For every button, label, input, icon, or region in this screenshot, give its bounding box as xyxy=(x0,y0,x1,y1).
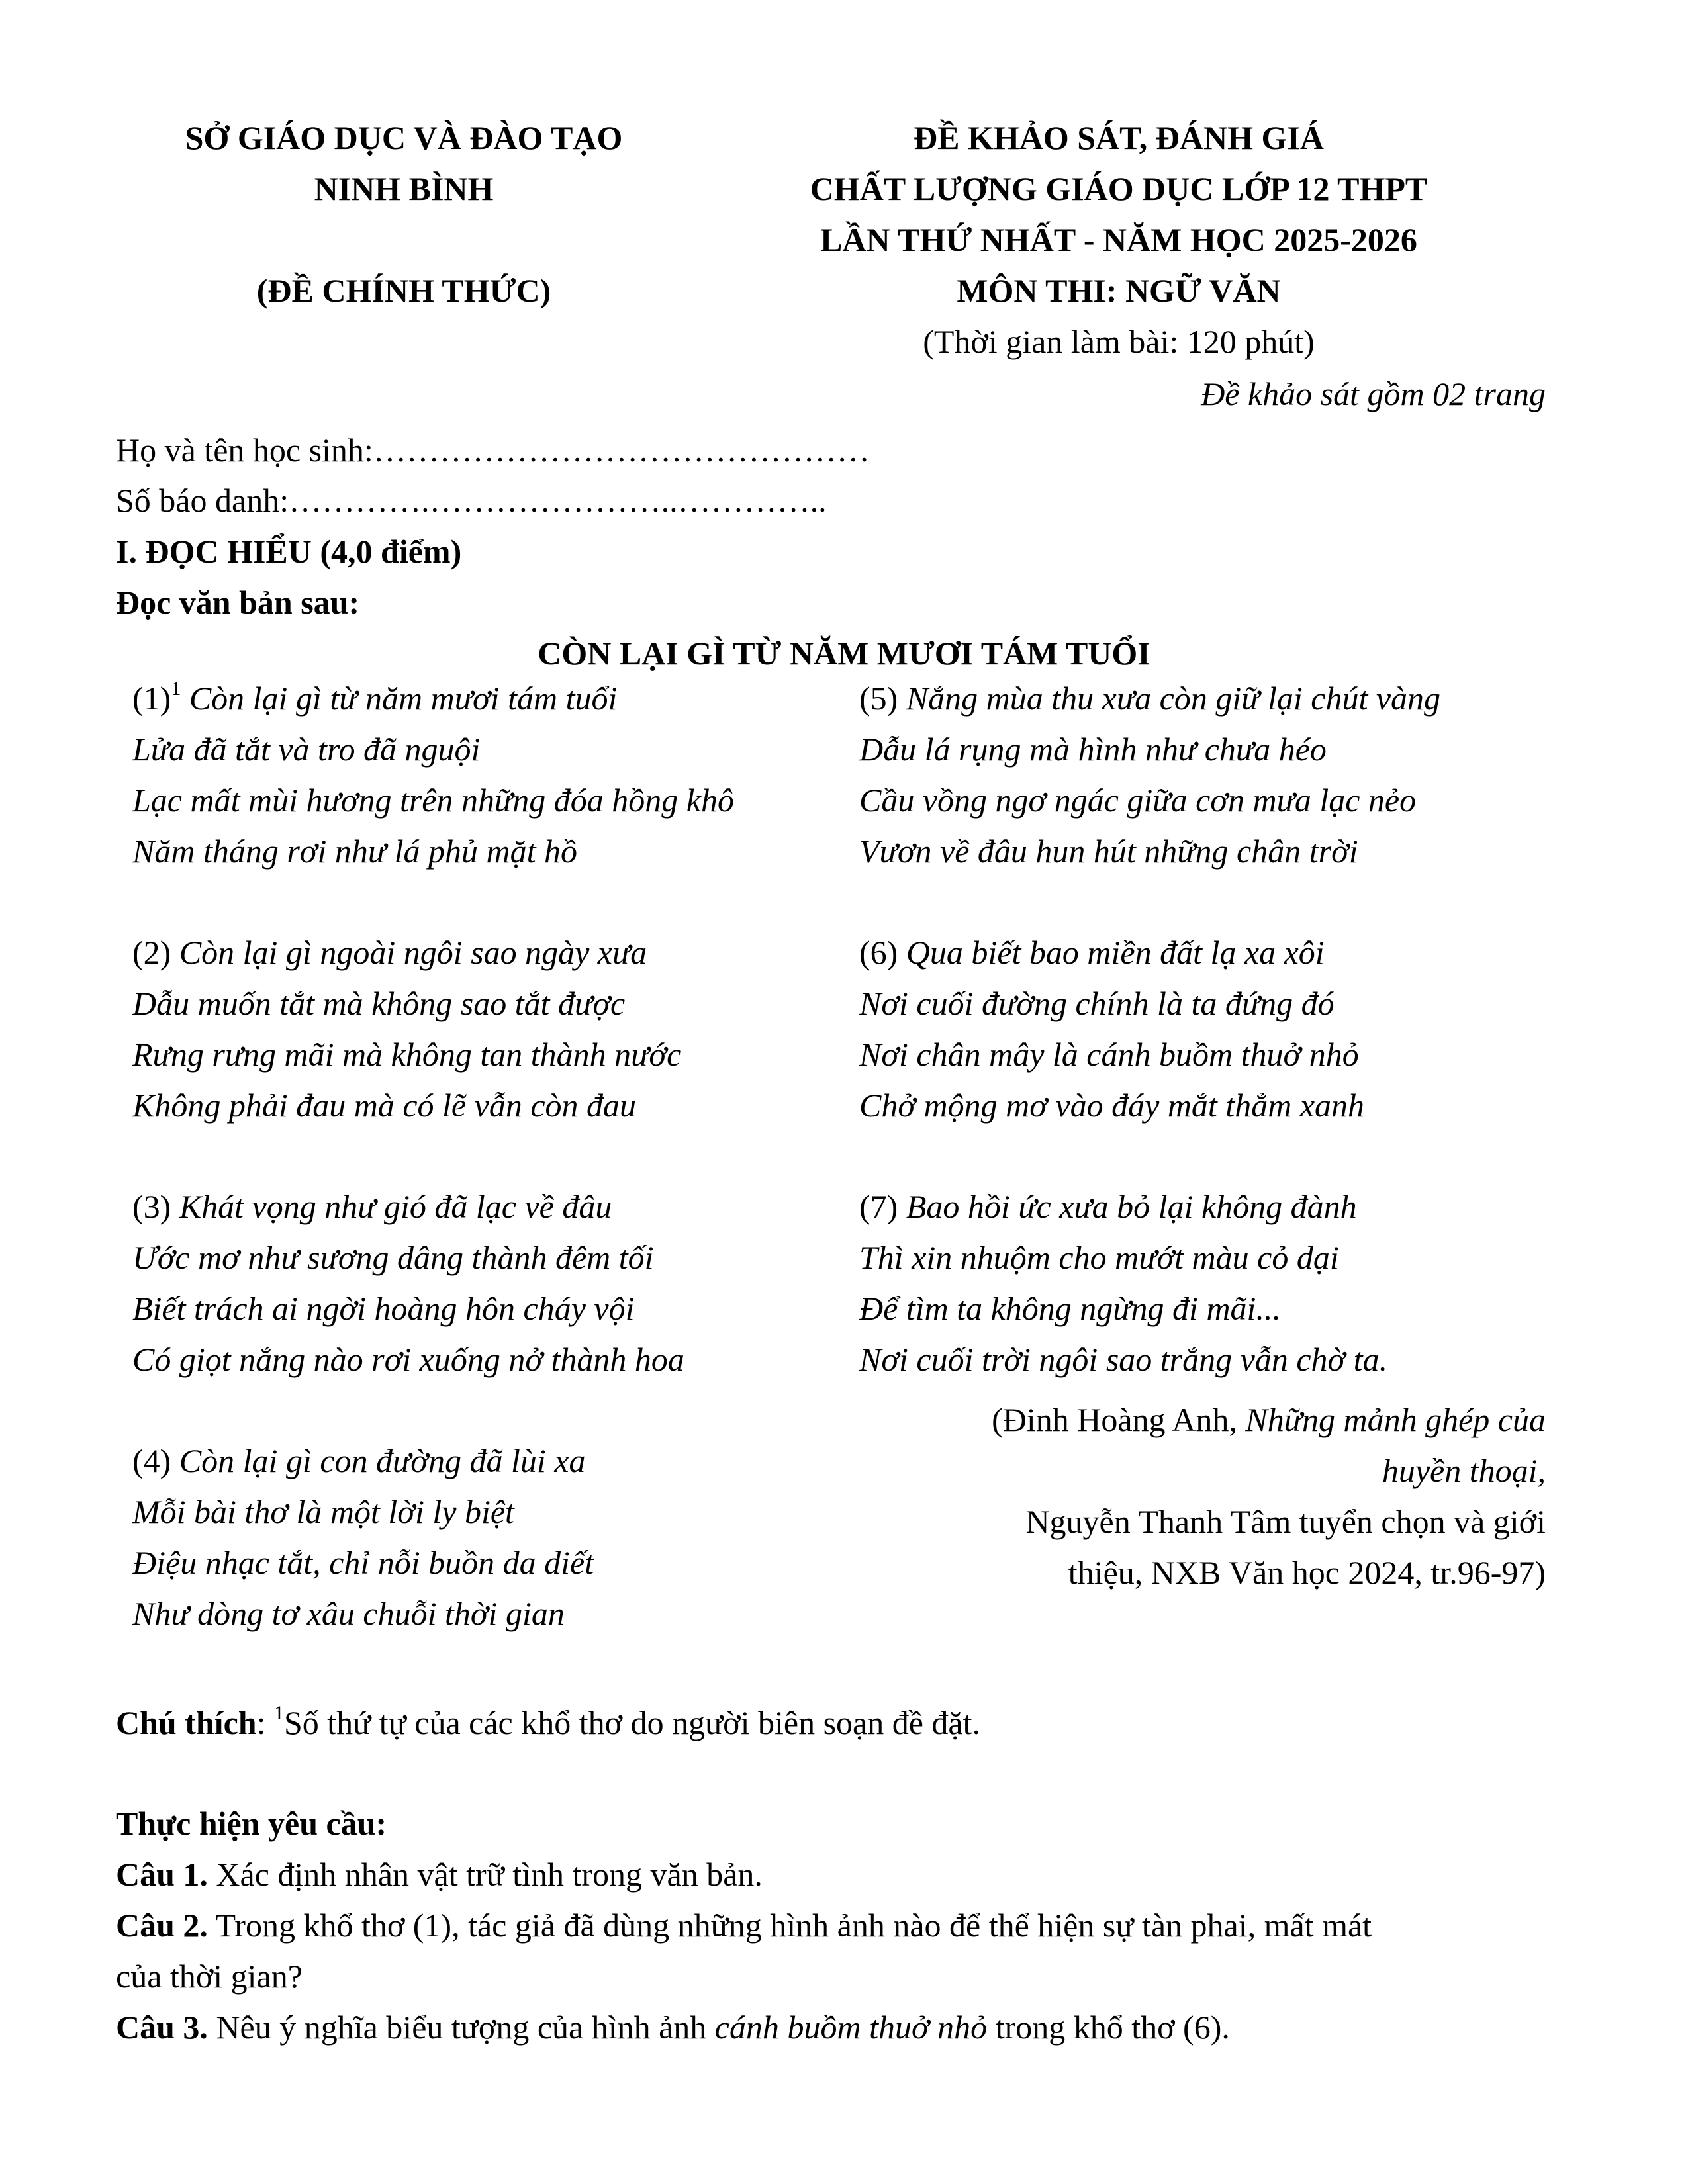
poem-line-text: Để tìm ta không ngừng đi mãi... xyxy=(859,1290,1281,1327)
question-2-label: Câu 2. xyxy=(116,1907,208,1944)
question-3-text: Nêu ý nghĩa biểu tượng của hình ảnh xyxy=(207,2009,715,2046)
poem-line xyxy=(132,733,480,766)
poem-line-text: Còn lại gì con đường đã lùi xa xyxy=(179,1442,586,1479)
poem-title: CÒN LẠI GÌ TỪ NĂM MƯƠI TÁM TUỔI xyxy=(538,635,1150,672)
poem-line-text: Vươn về đâu hun hút những chân trời xyxy=(859,833,1358,870)
poem-line-text: Còn lại gì từ năm mươi tám tuổi xyxy=(189,680,618,717)
question-1-label: Câu 1. xyxy=(116,1856,208,1893)
source-line2: huyền thoại, xyxy=(1382,1452,1546,1489)
subject-title: MÔN THI: NGỮ VĂN xyxy=(957,272,1281,309)
poem-line xyxy=(132,1495,514,1528)
poem-line-text: Qua biết bao miền đất lạ xa xôi xyxy=(906,934,1325,971)
poem-line xyxy=(859,1089,1364,1122)
stanza-number: (2) xyxy=(132,934,171,971)
poem-line xyxy=(859,1343,1387,1376)
page-count-note: Đề khảo sát gồm 02 trang xyxy=(1201,375,1546,412)
poem-line xyxy=(132,1597,565,1630)
poem-line-text: Nơi chân mây là cánh buồm thuở nhỏ xyxy=(859,1036,1359,1073)
poem-line xyxy=(132,1241,654,1274)
footnote-colon: : xyxy=(256,1704,274,1741)
poem-line xyxy=(859,1038,1359,1071)
poem-line xyxy=(132,1089,636,1122)
poem-line-text: Bao hồi ức xưa bỏ lại không đành xyxy=(906,1188,1357,1225)
poem-line-text: Cầu vồng ngơ ngác giữa cơn mưa lạc nẻo xyxy=(859,782,1417,819)
source-book-title: Những mảnh ghép của xyxy=(1245,1401,1546,1438)
footnote xyxy=(116,1702,981,1741)
question-1 xyxy=(116,1858,763,1891)
poem-line-text: Nơi cuối đường chính là ta đứng đó xyxy=(859,985,1335,1022)
poem-line-text: Không phải đau mà có lẽ vẫn còn đau xyxy=(132,1087,637,1124)
poem-line-text: Lạc mất mùi hương trên những đóa hồng khô xyxy=(132,782,734,819)
question-3-text-end: trong khổ thơ (6). xyxy=(987,2009,1230,2046)
poem-line xyxy=(132,1343,684,1376)
poem-line-text: Thì xin nhuộm cho mướt màu cỏ dại xyxy=(859,1239,1339,1276)
poem-line xyxy=(132,678,618,717)
exam-title-line1: ĐỀ KHẢO SÁT, ĐÁNH GIÁ xyxy=(914,119,1324,156)
footnote-label: Chú thích xyxy=(116,1704,257,1741)
question-2-continued: của thời gian? xyxy=(116,1958,303,1995)
section-heading: I. ĐỌC HIỂU (4,0 điểm) xyxy=(116,533,462,570)
exam-duration: (Thời gian làm bài: 120 phút) xyxy=(923,323,1315,360)
stanza-number: (4) xyxy=(132,1442,171,1479)
poem-line-text: Dẫu lá rụng mà hình như chưa héo xyxy=(859,731,1327,768)
poem-line xyxy=(859,733,1327,766)
poem-line xyxy=(132,1190,612,1223)
poem-line-text: Điệu nhạc tắt, chỉ nỗi buồn da diết xyxy=(132,1544,594,1581)
footnote-reference: 1 xyxy=(171,678,181,700)
poem-line xyxy=(859,682,1440,715)
poem-line xyxy=(132,1546,594,1579)
footnote-text: Số thứ tự của các khổ thơ do người biên soạn đề đặt. xyxy=(283,1704,981,1741)
question-3-italic: cánh buồm thuở nhỏ xyxy=(714,2009,988,2046)
question-2-text: Trong khổ thơ (1), tác giả đã dùng những hình ảnh nào để thể hiện sự tàn phai, mất mát xyxy=(207,1907,1372,1944)
poem-line xyxy=(859,936,1325,969)
exam-title-line2: CHẤT LƯỢNG GIÁO DỤC LỚP 12 THPT xyxy=(810,170,1428,207)
poem-line xyxy=(132,784,734,817)
poem-line xyxy=(132,987,625,1020)
stanza-number: (1) xyxy=(132,680,171,717)
poem-line xyxy=(132,1292,635,1325)
stanza-number: (7) xyxy=(859,1188,898,1225)
exam-title-line3: LẦN THỨ NHẤT - NĂM HỌC 2025-2026 xyxy=(820,221,1417,258)
footnote-mark: 1 xyxy=(273,1702,284,1724)
poem-line-text: Chở mộng mơ vào đáy mắt thẳm xanh xyxy=(859,1087,1365,1124)
poem-line xyxy=(132,1038,681,1071)
poem-line-text: Nắng mùa thu xưa còn giữ lại chút vàng xyxy=(906,680,1441,717)
poem-line-text: Năm tháng rơi như lá phủ mặt hồ xyxy=(132,833,578,870)
department-name: SỞ GIÁO DỤC VÀ ĐÀO TẠO xyxy=(185,119,623,156)
poem-line-text: Rưng rưng mãi mà không tan thành nước xyxy=(132,1036,682,1073)
poem-line xyxy=(132,936,647,969)
poem-line-text: Còn lại gì ngoài ngôi sao ngày xưa xyxy=(179,934,647,971)
poem-line xyxy=(859,1292,1281,1325)
question-1-text: Xác định nhân vật trữ tình trong văn bản. xyxy=(207,1856,763,1893)
stanza-number: (5) xyxy=(859,680,898,717)
poem-line xyxy=(859,1241,1339,1274)
student-name-field: Họ và tên học sinh:……………………………………… xyxy=(116,432,870,469)
poem-line xyxy=(859,1190,1357,1223)
poem-line xyxy=(859,784,1416,817)
tasks-heading: Thực hiện yêu cầu: xyxy=(116,1805,387,1842)
question-2 xyxy=(116,1909,1372,1942)
province-name: NINH BÌNH xyxy=(314,170,494,207)
poem-line-text: Ước mơ như sương dâng thành đêm tối xyxy=(132,1239,654,1276)
poem-line xyxy=(132,835,577,868)
poem-line xyxy=(859,987,1335,1020)
reading-instruction: Đọc văn bản sau: xyxy=(116,584,360,621)
source-line1 xyxy=(861,1403,1546,1436)
source-author: (Đinh Hoàng Anh, xyxy=(992,1401,1246,1438)
poem-line-text: Có giọt nắng nào rơi xuống nở thành hoa xyxy=(132,1341,684,1378)
question-3 xyxy=(116,2011,1230,2044)
poem-line-text: Dẫu muốn tắt mà không sao tắt được xyxy=(132,985,626,1022)
student-id-field: Số báo danh:………….…………………..………….. xyxy=(116,482,827,519)
official-exam-label: (ĐỀ CHÍNH THỨC) xyxy=(256,272,551,309)
poem-line-text: Biết trách ai ngời hoàng hôn cháy vội xyxy=(132,1290,635,1327)
poem-line xyxy=(132,1444,585,1477)
stanza-number: (3) xyxy=(132,1188,171,1225)
poem-line-text: Nơi cuối trời ngôi sao trắng vẫn chờ ta. xyxy=(859,1341,1388,1378)
poem-line-text: Lửa đã tắt và tro đã nguội xyxy=(132,731,481,768)
poem-line-text: Khát vọng như gió đã lạc về đâu xyxy=(179,1188,612,1225)
source-line4: thiệu, NXB Văn học 2024, tr.96-97) xyxy=(1068,1554,1546,1591)
source-line3: Nguyễn Thanh Tâm tuyển chọn và giới xyxy=(1025,1503,1546,1540)
poem-line-text: Mỗi bài thơ là một lời ly biệt xyxy=(132,1493,514,1530)
poem-line-text: Như dòng tơ xâu chuỗi thời gian xyxy=(132,1595,565,1632)
question-3-label: Câu 3. xyxy=(116,2009,208,2046)
poem-line xyxy=(859,835,1358,868)
stanza-number: (6) xyxy=(859,934,898,971)
